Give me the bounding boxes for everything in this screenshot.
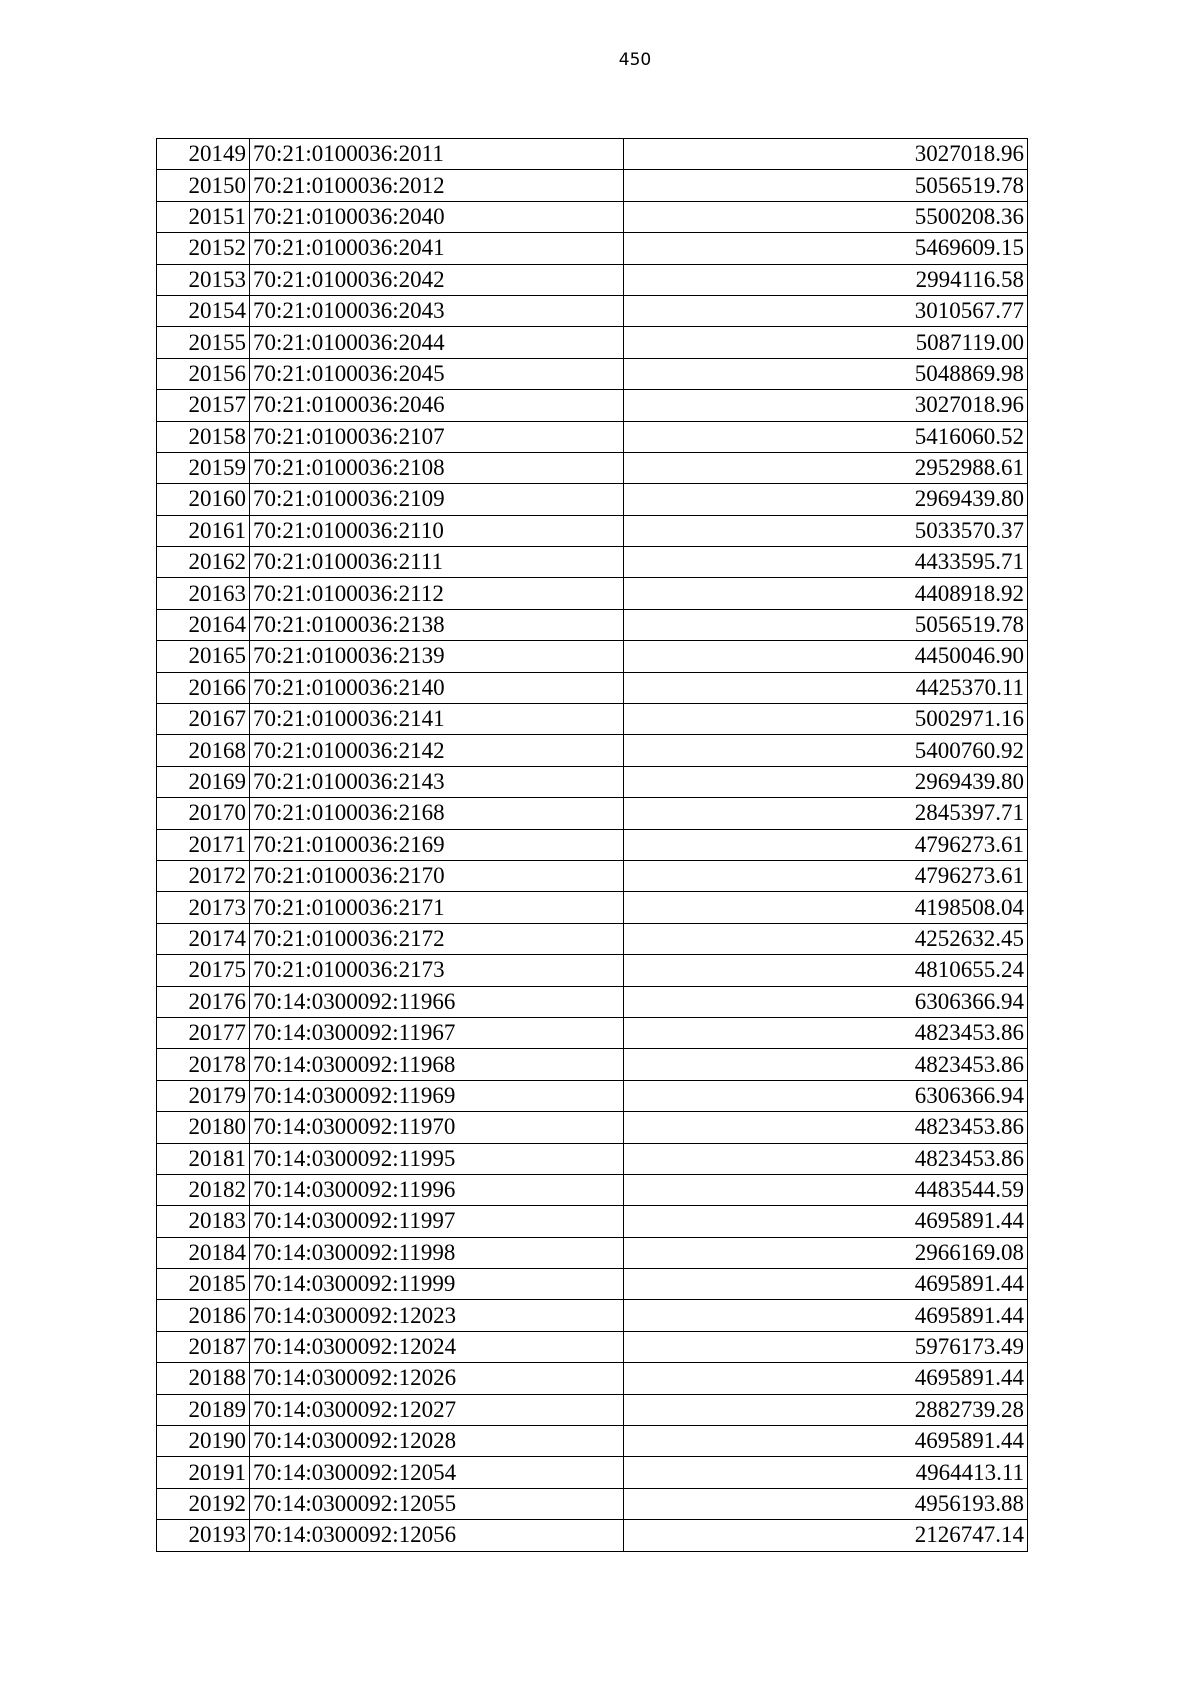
table-row — [157, 233, 1028, 264]
table-row — [157, 1394, 1028, 1425]
cadastral-number-cell: 70:21:0100036:2169 — [250, 829, 624, 860]
cadastral-number-cell: 70:21:0100036:2138 — [250, 609, 624, 640]
table-row — [157, 829, 1028, 860]
row-number-cell: 20183 — [157, 1206, 250, 1237]
table-row — [157, 390, 1028, 421]
table-row — [157, 986, 1028, 1017]
value-cell: 4425370.11 — [624, 672, 1028, 703]
table-row — [157, 641, 1028, 672]
table-row — [157, 327, 1028, 358]
row-number-cell: 20176 — [157, 986, 250, 1017]
value-cell: 4198508.04 — [624, 892, 1028, 923]
cadastral-number-cell: 70:21:0100036:2170 — [250, 860, 624, 891]
cadastral-number-cell: 70:14:0300092:12027 — [250, 1394, 624, 1425]
cadastral-number-cell: 70:14:0300092:12023 — [250, 1300, 624, 1331]
value-cell: 5469609.15 — [624, 233, 1028, 264]
row-number-cell: 20179 — [157, 1080, 250, 1111]
table-row — [157, 358, 1028, 389]
cadastral-number-cell: 70:14:0300092:11997 — [250, 1206, 624, 1237]
row-number-cell: 20164 — [157, 609, 250, 640]
cadastral-number-cell: 70:14:0300092:12024 — [250, 1331, 624, 1362]
row-number-cell: 20170 — [157, 798, 250, 829]
row-number-cell: 20169 — [157, 766, 250, 797]
cadastral-number-cell: 70:21:0100036:2109 — [250, 484, 624, 515]
cadastral-number-cell: 70:21:0100036:2110 — [250, 515, 624, 546]
cadastral-number-cell: 70:14:0300092:11967 — [250, 1017, 624, 1048]
value-cell: 5087119.00 — [624, 327, 1028, 358]
cadastral-number-cell: 70:21:0100036:2040 — [250, 201, 624, 232]
value-cell: 2969439.80 — [624, 484, 1028, 515]
table-row — [157, 609, 1028, 640]
value-cell: 2969439.80 — [624, 766, 1028, 797]
value-cell: 2994116.58 — [624, 264, 1028, 295]
row-number-cell: 20167 — [157, 704, 250, 735]
cadastral-number-cell: 70:14:0300092:12056 — [250, 1520, 624, 1551]
table-row — [157, 1331, 1028, 1362]
value-cell: 4823453.86 — [624, 1143, 1028, 1174]
row-number-cell: 20184 — [157, 1237, 250, 1268]
table-row — [157, 1363, 1028, 1394]
row-number-cell: 20175 — [157, 955, 250, 986]
cadastral-number-cell: 70:21:0100036:2041 — [250, 233, 624, 264]
value-cell: 4433595.71 — [624, 547, 1028, 578]
row-number-cell: 20151 — [157, 201, 250, 232]
table-row — [157, 923, 1028, 954]
cadastral-number-cell: 70:14:0300092:11995 — [250, 1143, 624, 1174]
row-number-cell: 20193 — [157, 1520, 250, 1551]
value-cell: 6306366.94 — [624, 1080, 1028, 1111]
value-cell: 4695891.44 — [624, 1426, 1028, 1457]
value-cell: 4450046.90 — [624, 641, 1028, 672]
value-cell: 2845397.71 — [624, 798, 1028, 829]
row-number-cell: 20149 — [157, 139, 250, 170]
table-row — [157, 1206, 1028, 1237]
value-cell: 4408918.92 — [624, 578, 1028, 609]
cadastral-number-cell: 70:21:0100036:2171 — [250, 892, 624, 923]
page-number: 450 — [618, 50, 652, 70]
table-row — [157, 295, 1028, 326]
table-row — [157, 1237, 1028, 1268]
cadastral-number-cell: 70:21:0100036:2045 — [250, 358, 624, 389]
row-number-cell: 20159 — [157, 452, 250, 483]
row-number-cell: 20156 — [157, 358, 250, 389]
cadastral-number-cell: 70:21:0100036:2044 — [250, 327, 624, 358]
cadastral-number-cell: 70:21:0100036:2143 — [250, 766, 624, 797]
value-cell: 2966169.08 — [624, 1237, 1028, 1268]
cadastral-number-cell: 70:14:0300092:12026 — [250, 1363, 624, 1394]
table-row — [157, 515, 1028, 546]
table-row — [157, 139, 1028, 170]
row-number-cell: 20172 — [157, 860, 250, 891]
value-cell: 4695891.44 — [624, 1363, 1028, 1394]
cadastral-number-cell: 70:14:0300092:11996 — [250, 1174, 624, 1205]
table-row — [157, 484, 1028, 515]
cadastral-number-cell: 70:21:0100036:2042 — [250, 264, 624, 295]
table-row — [157, 735, 1028, 766]
row-number-cell: 20153 — [157, 264, 250, 295]
row-number-cell: 20174 — [157, 923, 250, 954]
value-cell: 4695891.44 — [624, 1206, 1028, 1237]
row-number-cell: 20168 — [157, 735, 250, 766]
row-number-cell: 20185 — [157, 1269, 250, 1300]
table-row — [157, 452, 1028, 483]
value-cell: 3027018.96 — [624, 139, 1028, 170]
cadastral-number-cell: 70:21:0100036:2107 — [250, 421, 624, 452]
table-row — [157, 766, 1028, 797]
row-number-cell: 20180 — [157, 1112, 250, 1143]
table-row — [157, 704, 1028, 735]
row-number-cell: 20166 — [157, 672, 250, 703]
row-number-cell: 20178 — [157, 1049, 250, 1080]
table-row — [157, 1080, 1028, 1111]
cadastral-number-cell: 70:21:0100036:2012 — [250, 170, 624, 201]
row-number-cell: 20192 — [157, 1488, 250, 1519]
table-row — [157, 672, 1028, 703]
row-number-cell: 20160 — [157, 484, 250, 515]
row-number-cell: 20188 — [157, 1363, 250, 1394]
cadastral-number-cell: 70:21:0100036:2108 — [250, 452, 624, 483]
table-row — [157, 170, 1028, 201]
value-cell: 4810655.24 — [624, 955, 1028, 986]
table-row — [157, 1049, 1028, 1080]
table-row — [157, 798, 1028, 829]
row-number-cell: 20187 — [157, 1331, 250, 1362]
cadastral-number-cell: 70:21:0100036:2141 — [250, 704, 624, 735]
cadastral-number-cell: 70:21:0100036:2111 — [250, 547, 624, 578]
row-number-cell: 20186 — [157, 1300, 250, 1331]
value-cell: 4252632.45 — [624, 923, 1028, 954]
row-number-cell: 20155 — [157, 327, 250, 358]
cadastral-number-cell: 70:21:0100036:2139 — [250, 641, 624, 672]
table-row — [157, 1269, 1028, 1300]
cadastral-number-cell: 70:21:0100036:2140 — [250, 672, 624, 703]
value-cell: 2952988.61 — [624, 452, 1028, 483]
cadastral-number-cell: 70:14:0300092:11966 — [250, 986, 624, 1017]
table-body — [157, 139, 1028, 1552]
table-row — [157, 955, 1028, 986]
value-cell: 5048869.98 — [624, 358, 1028, 389]
row-number-cell: 20163 — [157, 578, 250, 609]
cadastral-number-cell: 70:14:0300092:11998 — [250, 1237, 624, 1268]
table-row — [157, 421, 1028, 452]
row-number-cell: 20161 — [157, 515, 250, 546]
row-number-cell: 20181 — [157, 1143, 250, 1174]
value-cell: 5056519.78 — [624, 170, 1028, 201]
value-cell: 5416060.52 — [624, 421, 1028, 452]
value-cell: 4695891.44 — [624, 1300, 1028, 1331]
cadastral-number-cell: 70:14:0300092:11969 — [250, 1080, 624, 1111]
row-number-cell: 20158 — [157, 421, 250, 452]
cadastral-number-cell: 70:21:0100036:2142 — [250, 735, 624, 766]
cadastral-number-cell: 70:21:0100036:2168 — [250, 798, 624, 829]
cadastral-number-cell: 70:14:0300092:11999 — [250, 1269, 624, 1300]
cadastral-value-table — [156, 138, 1028, 1552]
cadastral-number-cell: 70:14:0300092:12028 — [250, 1426, 624, 1457]
table-row — [157, 1426, 1028, 1457]
table-row — [157, 547, 1028, 578]
cadastral-number-cell: 70:21:0100036:2043 — [250, 295, 624, 326]
table-row — [157, 1488, 1028, 1519]
table-row — [157, 264, 1028, 295]
value-cell: 6306366.94 — [624, 986, 1028, 1017]
row-number-cell: 20189 — [157, 1394, 250, 1425]
cadastral-number-cell: 70:21:0100036:2011 — [250, 139, 624, 170]
row-number-cell: 20173 — [157, 892, 250, 923]
value-cell: 4823453.86 — [624, 1049, 1028, 1080]
row-number-cell: 20157 — [157, 390, 250, 421]
value-cell: 4823453.86 — [624, 1112, 1028, 1143]
table-row — [157, 1457, 1028, 1488]
value-cell: 4796273.61 — [624, 860, 1028, 891]
row-number-cell: 20162 — [157, 547, 250, 578]
row-number-cell: 20171 — [157, 829, 250, 860]
row-number-cell: 20165 — [157, 641, 250, 672]
cadastral-number-cell: 70:21:0100036:2173 — [250, 955, 624, 986]
value-cell: 4483544.59 — [624, 1174, 1028, 1205]
value-cell: 3010567.77 — [624, 295, 1028, 326]
row-number-cell: 20182 — [157, 1174, 250, 1205]
row-number-cell: 20152 — [157, 233, 250, 264]
value-cell: 5400760.92 — [624, 735, 1028, 766]
table-row — [157, 1174, 1028, 1205]
cadastral-number-cell: 70:14:0300092:12054 — [250, 1457, 624, 1488]
value-cell: 5002971.16 — [624, 704, 1028, 735]
value-cell: 4695891.44 — [624, 1269, 1028, 1300]
row-number-cell: 20190 — [157, 1426, 250, 1457]
table-row — [157, 1520, 1028, 1551]
table-row — [157, 1300, 1028, 1331]
table-row — [157, 892, 1028, 923]
value-cell: 5976173.49 — [624, 1331, 1028, 1362]
cadastral-number-cell: 70:14:0300092:12055 — [250, 1488, 624, 1519]
row-number-cell: 20154 — [157, 295, 250, 326]
row-number-cell: 20177 — [157, 1017, 250, 1048]
cadastral-number-cell: 70:14:0300092:11970 — [250, 1112, 624, 1143]
value-cell: 4796273.61 — [624, 829, 1028, 860]
value-cell: 2882739.28 — [624, 1394, 1028, 1425]
cadastral-number-cell: 70:21:0100036:2112 — [250, 578, 624, 609]
value-cell: 4956193.88 — [624, 1488, 1028, 1519]
row-number-cell: 20150 — [157, 170, 250, 201]
value-cell: 3027018.96 — [624, 390, 1028, 421]
table-row — [157, 1143, 1028, 1174]
value-cell: 4964413.11 — [624, 1457, 1028, 1488]
cadastral-number-cell: 70:21:0100036:2172 — [250, 923, 624, 954]
table-row — [157, 1017, 1028, 1048]
cadastral-number-cell: 70:21:0100036:2046 — [250, 390, 624, 421]
value-cell: 5056519.78 — [624, 609, 1028, 640]
table-row — [157, 578, 1028, 609]
table-row — [157, 860, 1028, 891]
value-cell: 5500208.36 — [624, 201, 1028, 232]
table-row — [157, 1112, 1028, 1143]
cadastral-number-cell: 70:14:0300092:11968 — [250, 1049, 624, 1080]
table-row — [157, 201, 1028, 232]
value-cell: 2126747.14 — [624, 1520, 1028, 1551]
value-cell: 5033570.37 — [624, 515, 1028, 546]
row-number-cell: 20191 — [157, 1457, 250, 1488]
value-cell: 4823453.86 — [624, 1017, 1028, 1048]
